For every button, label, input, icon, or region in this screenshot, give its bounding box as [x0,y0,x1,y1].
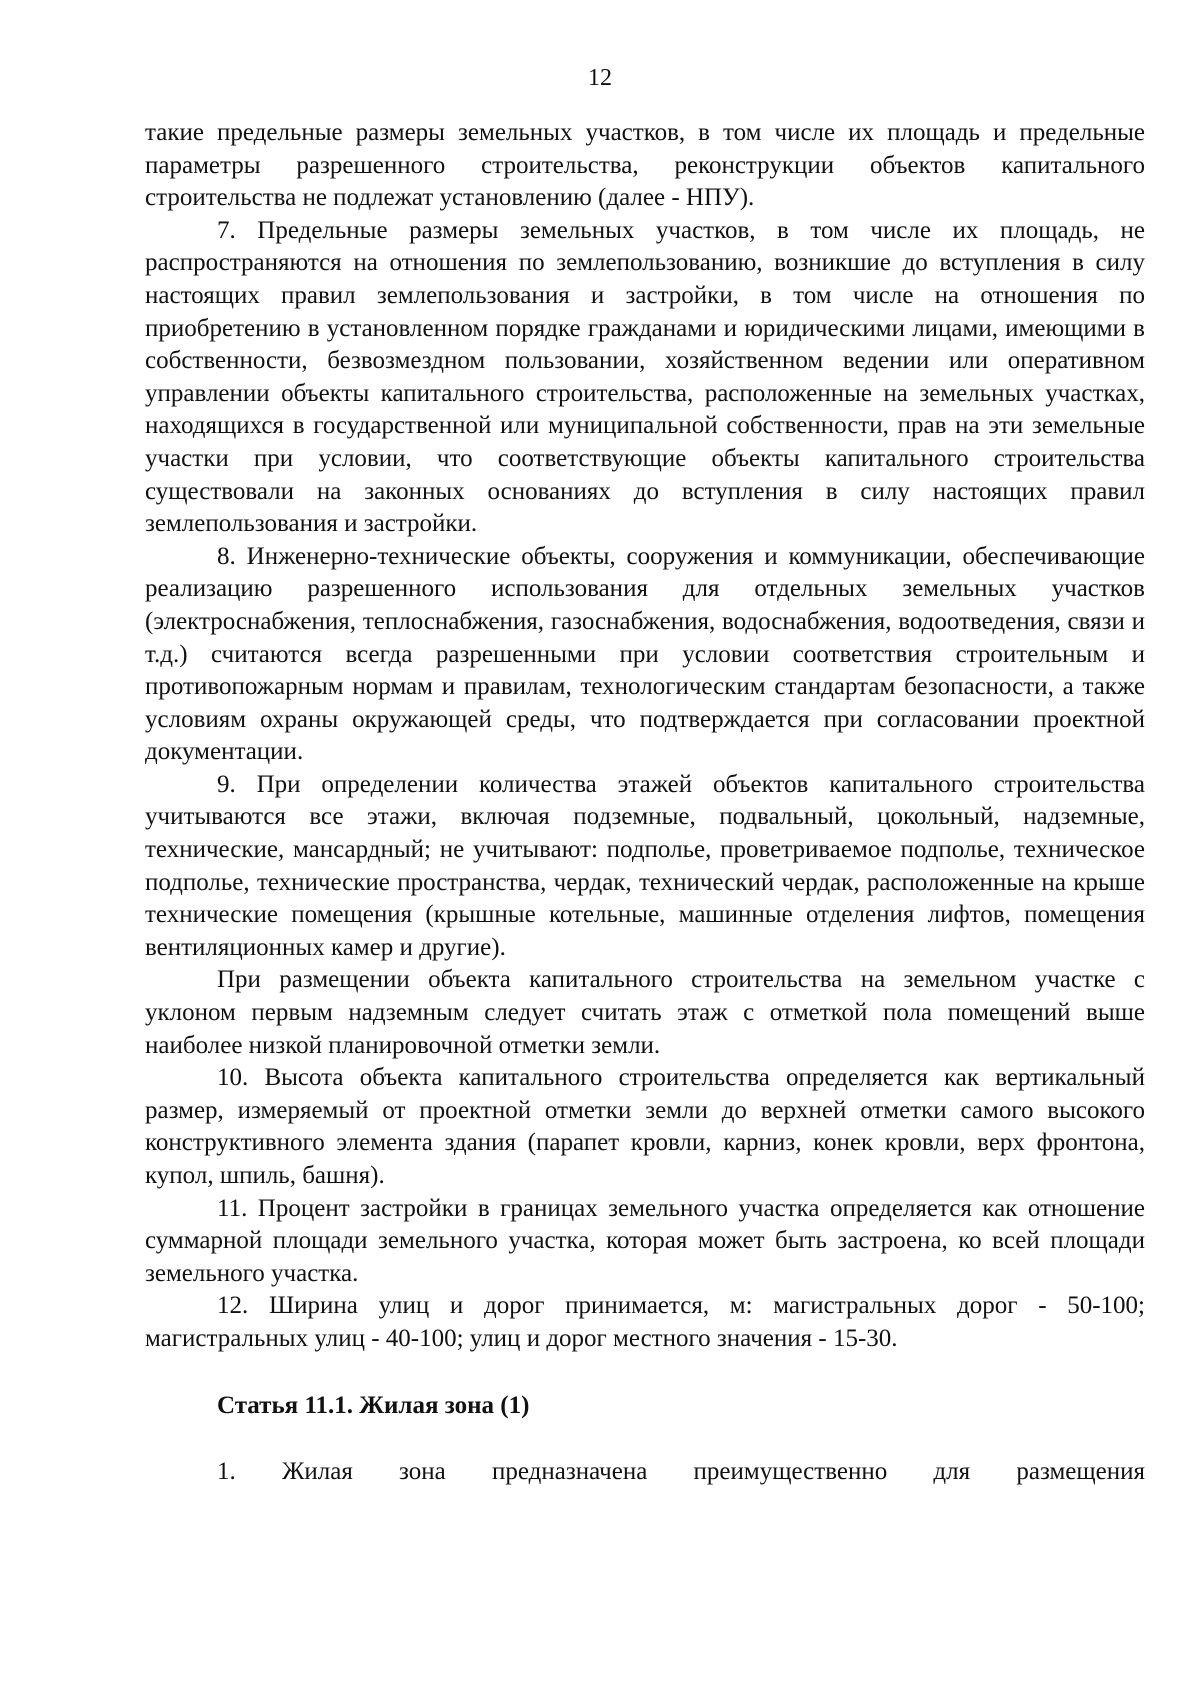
article-heading: Статья 11.1. Жилая зона (1) [217,1391,530,1419]
paragraph-item-9: 9. При определении количества этажей объектов капитального строительства учитываются все этажи, включая подземные, подвальный, цокольный, надземные, технические, мансардный; не учитывают: подполье, проветриваемое подполье, техническое подполье, технические пространства, чердак, технический чердак, расположенные на крыше технические помещения (крышные котельные, машинные отделения лифтов, помещения вентиляционных камер и другие). [145,770,1145,961]
document-body [145,117,1145,1489]
paragraph-item-11: 11. Процент застройки в границах земельного участка определяется как отношение суммарной площади земельного участка, которая может быть застроена, ко всей площади земельного участка. [145,1194,1145,1287]
paragraph-continuation: такие предельные размеры земельных участков, в том числе их площадь и предельные параметры разрешенного строительства, реконструкции объектов капитального строительства не подлежат установлению (далее - НПУ). [145,119,1145,212]
paragraph-item-8: 8. Инженерно-технические объекты, сооружения и коммуникации, обеспечивающие реализацию разрешенного использования для отдельных земельных участков (электроснабжения, теплоснабжения, газоснабжения, водоснабжения, водоотведения, связи и т.д.) считаются всегда разрешенными при условии соответствия строительным и противопожарным нормам и правилам, технологическим стандартам безопасности, а также условиям охраны окружающей среды, что подтверждается при согласовании проектной документации. [145,542,1145,766]
paragraph-item-12: 12. Ширина улиц и дорог принимается, м: магистральных дорог - 50-100; магистральных улиц - 40-100; улиц и дорог местного значения - 15-30. [145,1292,1145,1352]
paragraph-item-7: 7. Предельные размеры земельных участков, в том числе их площадь, не распространяются на отношения по землепользованию, возникшие до вступления в силу настоящих правил землепользования и застройки, в том числе на отношения по приобретению в установленном порядке гражданами и юридическими лицами, имеющими в собственности, безвозмездном пользовании, хозяйственном ведении или оперативном управлении объекты капитального строительства, расположенные на земельных участках, находящихся в государственной или муниципальной собственности, прав на эти земельные участки при условии, что соответствующие объекты капитального строительства существовали на законных основаниях до вступления в силу настоящих правил землепользования и застройки. [145,216,1145,538]
paragraph-item-9-slope: При размещении объекта капитального строительства на земельном участке с уклоном первым надземным следует считать этаж с отметкой пола помещений выше наиболее низкой планировочной отметки земли. [145,966,1145,1059]
paragraph-zone-item-1: 1. Жилая зона предназначена преимущественно для размещения [217,1458,1145,1486]
page-number: 12 [588,65,612,91]
paragraph-item-10: 10. Высота объекта капитального строительства определяется как вертикальный размер, измеряемый от проектной отметки земли до верхней отметки самого высокого конструктивного элемента здания (парапет кровли, карниз, конек кровли, верх фронтона, купол, шпиль, башня). [145,1064,1145,1189]
